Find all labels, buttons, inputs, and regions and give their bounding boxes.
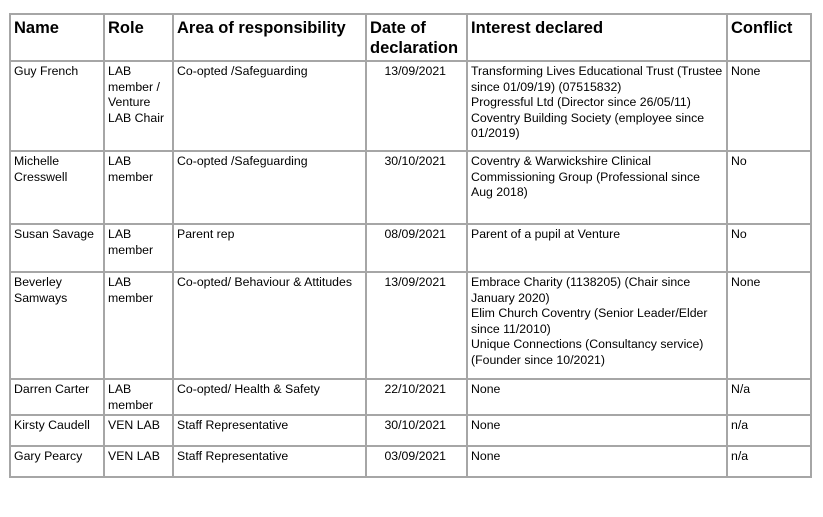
cell-interest — [467, 224, 727, 272]
cell-role: LAB member — [104, 224, 173, 272]
cell-date: 30/10/2021 — [366, 415, 467, 446]
header-conflict: Conflict — [727, 14, 811, 61]
header-name: Name — [10, 14, 104, 61]
header-row — [10, 14, 811, 61]
cell-role: VEN LAB — [104, 446, 173, 477]
cell-interest — [467, 272, 727, 379]
cell-interest — [467, 379, 727, 415]
cell-area: Co-opted /Safeguarding — [173, 151, 366, 224]
cell-date: 03/09/2021 — [366, 446, 467, 477]
cell-date: 13/09/2021 — [366, 272, 467, 379]
interest-item: Elim Church Coventry (Senior Leader/Elder since 11/2010) — [471, 306, 708, 336]
cell-role: LAB member / Venture LAB Chair — [104, 61, 173, 151]
cell-name: Michelle Cresswell — [10, 151, 104, 224]
cell-conflict: n/a — [727, 446, 811, 477]
header-date: Date of declaration — [366, 14, 467, 61]
header-interest: Interest declared — [467, 14, 727, 61]
interest-item: Coventry Building Society (employee since 01/2019) — [471, 110, 705, 141]
interest-item: None — [471, 418, 501, 433]
cell-conflict: No — [727, 224, 811, 272]
table-row — [10, 272, 811, 379]
cell-role: LAB member — [104, 272, 173, 379]
table-row — [10, 224, 811, 272]
cell-conflict: N/a — [727, 379, 811, 415]
cell-date: 30/10/2021 — [366, 151, 467, 224]
cell-interest — [467, 151, 727, 224]
table-row — [10, 379, 811, 415]
table-row — [10, 415, 811, 446]
cell-role: VEN LAB — [104, 415, 173, 446]
cell-interest — [467, 61, 727, 151]
cell-name: Gary Pearcy — [10, 446, 104, 477]
cell-name: Kirsty Caudell — [10, 415, 104, 446]
cell-conflict: None — [727, 272, 811, 379]
cell-role: LAB member — [104, 379, 173, 415]
interest-item: Embrace Charity (1138205) (Chair since January 2020) — [471, 275, 691, 305]
cell-role: LAB member — [104, 151, 173, 224]
cell-date: 13/09/2021 — [366, 61, 467, 151]
interest-item: Transforming Lives Educational Trust (Trustee since 01/09/19) (07515832) — [471, 64, 723, 94]
cell-conflict: No — [727, 151, 811, 224]
table-row — [10, 446, 811, 477]
cell-area: Staff Representative — [173, 415, 366, 446]
header-area: Area of responsibility — [173, 14, 366, 61]
header-role: Role — [104, 14, 173, 61]
cell-area: Co-opted/ Health & Safety — [173, 379, 366, 415]
interest-item: Coventry & Warwickshire Clinical Commissioning Group (Professional since Aug 2018) — [471, 154, 700, 200]
interest-item: None — [471, 449, 501, 464]
cell-name: Beverley Samways — [10, 272, 104, 379]
interest-item: Parent of a pupil at Venture — [471, 227, 621, 241]
table-row — [10, 61, 811, 151]
interest-item: Progressful Ltd (Director since 26/05/11) — [471, 95, 691, 110]
cell-conflict: None — [727, 61, 811, 151]
interest-item: None — [471, 382, 501, 396]
cell-interest — [467, 415, 727, 446]
cell-name: Susan Savage — [10, 224, 104, 272]
cell-date: 22/10/2021 — [366, 379, 467, 415]
cell-date: 08/09/2021 — [366, 224, 467, 272]
cell-area: Co-opted /Safeguarding — [173, 61, 366, 151]
cell-area: Parent rep — [173, 224, 366, 272]
cell-area: Co-opted/ Behaviour & Attitudes — [173, 272, 366, 379]
interest-item: Unique Connections (Consultancy service) (Founder since 10/2021) — [471, 337, 704, 367]
declarations-table — [9, 13, 812, 478]
table-row — [10, 151, 811, 224]
cell-interest — [467, 446, 727, 477]
cell-area: Staff Representative — [173, 446, 366, 477]
cell-name: Guy French — [10, 61, 104, 151]
cell-name: Darren Carter — [10, 379, 104, 415]
cell-conflict: n/a — [727, 415, 811, 446]
